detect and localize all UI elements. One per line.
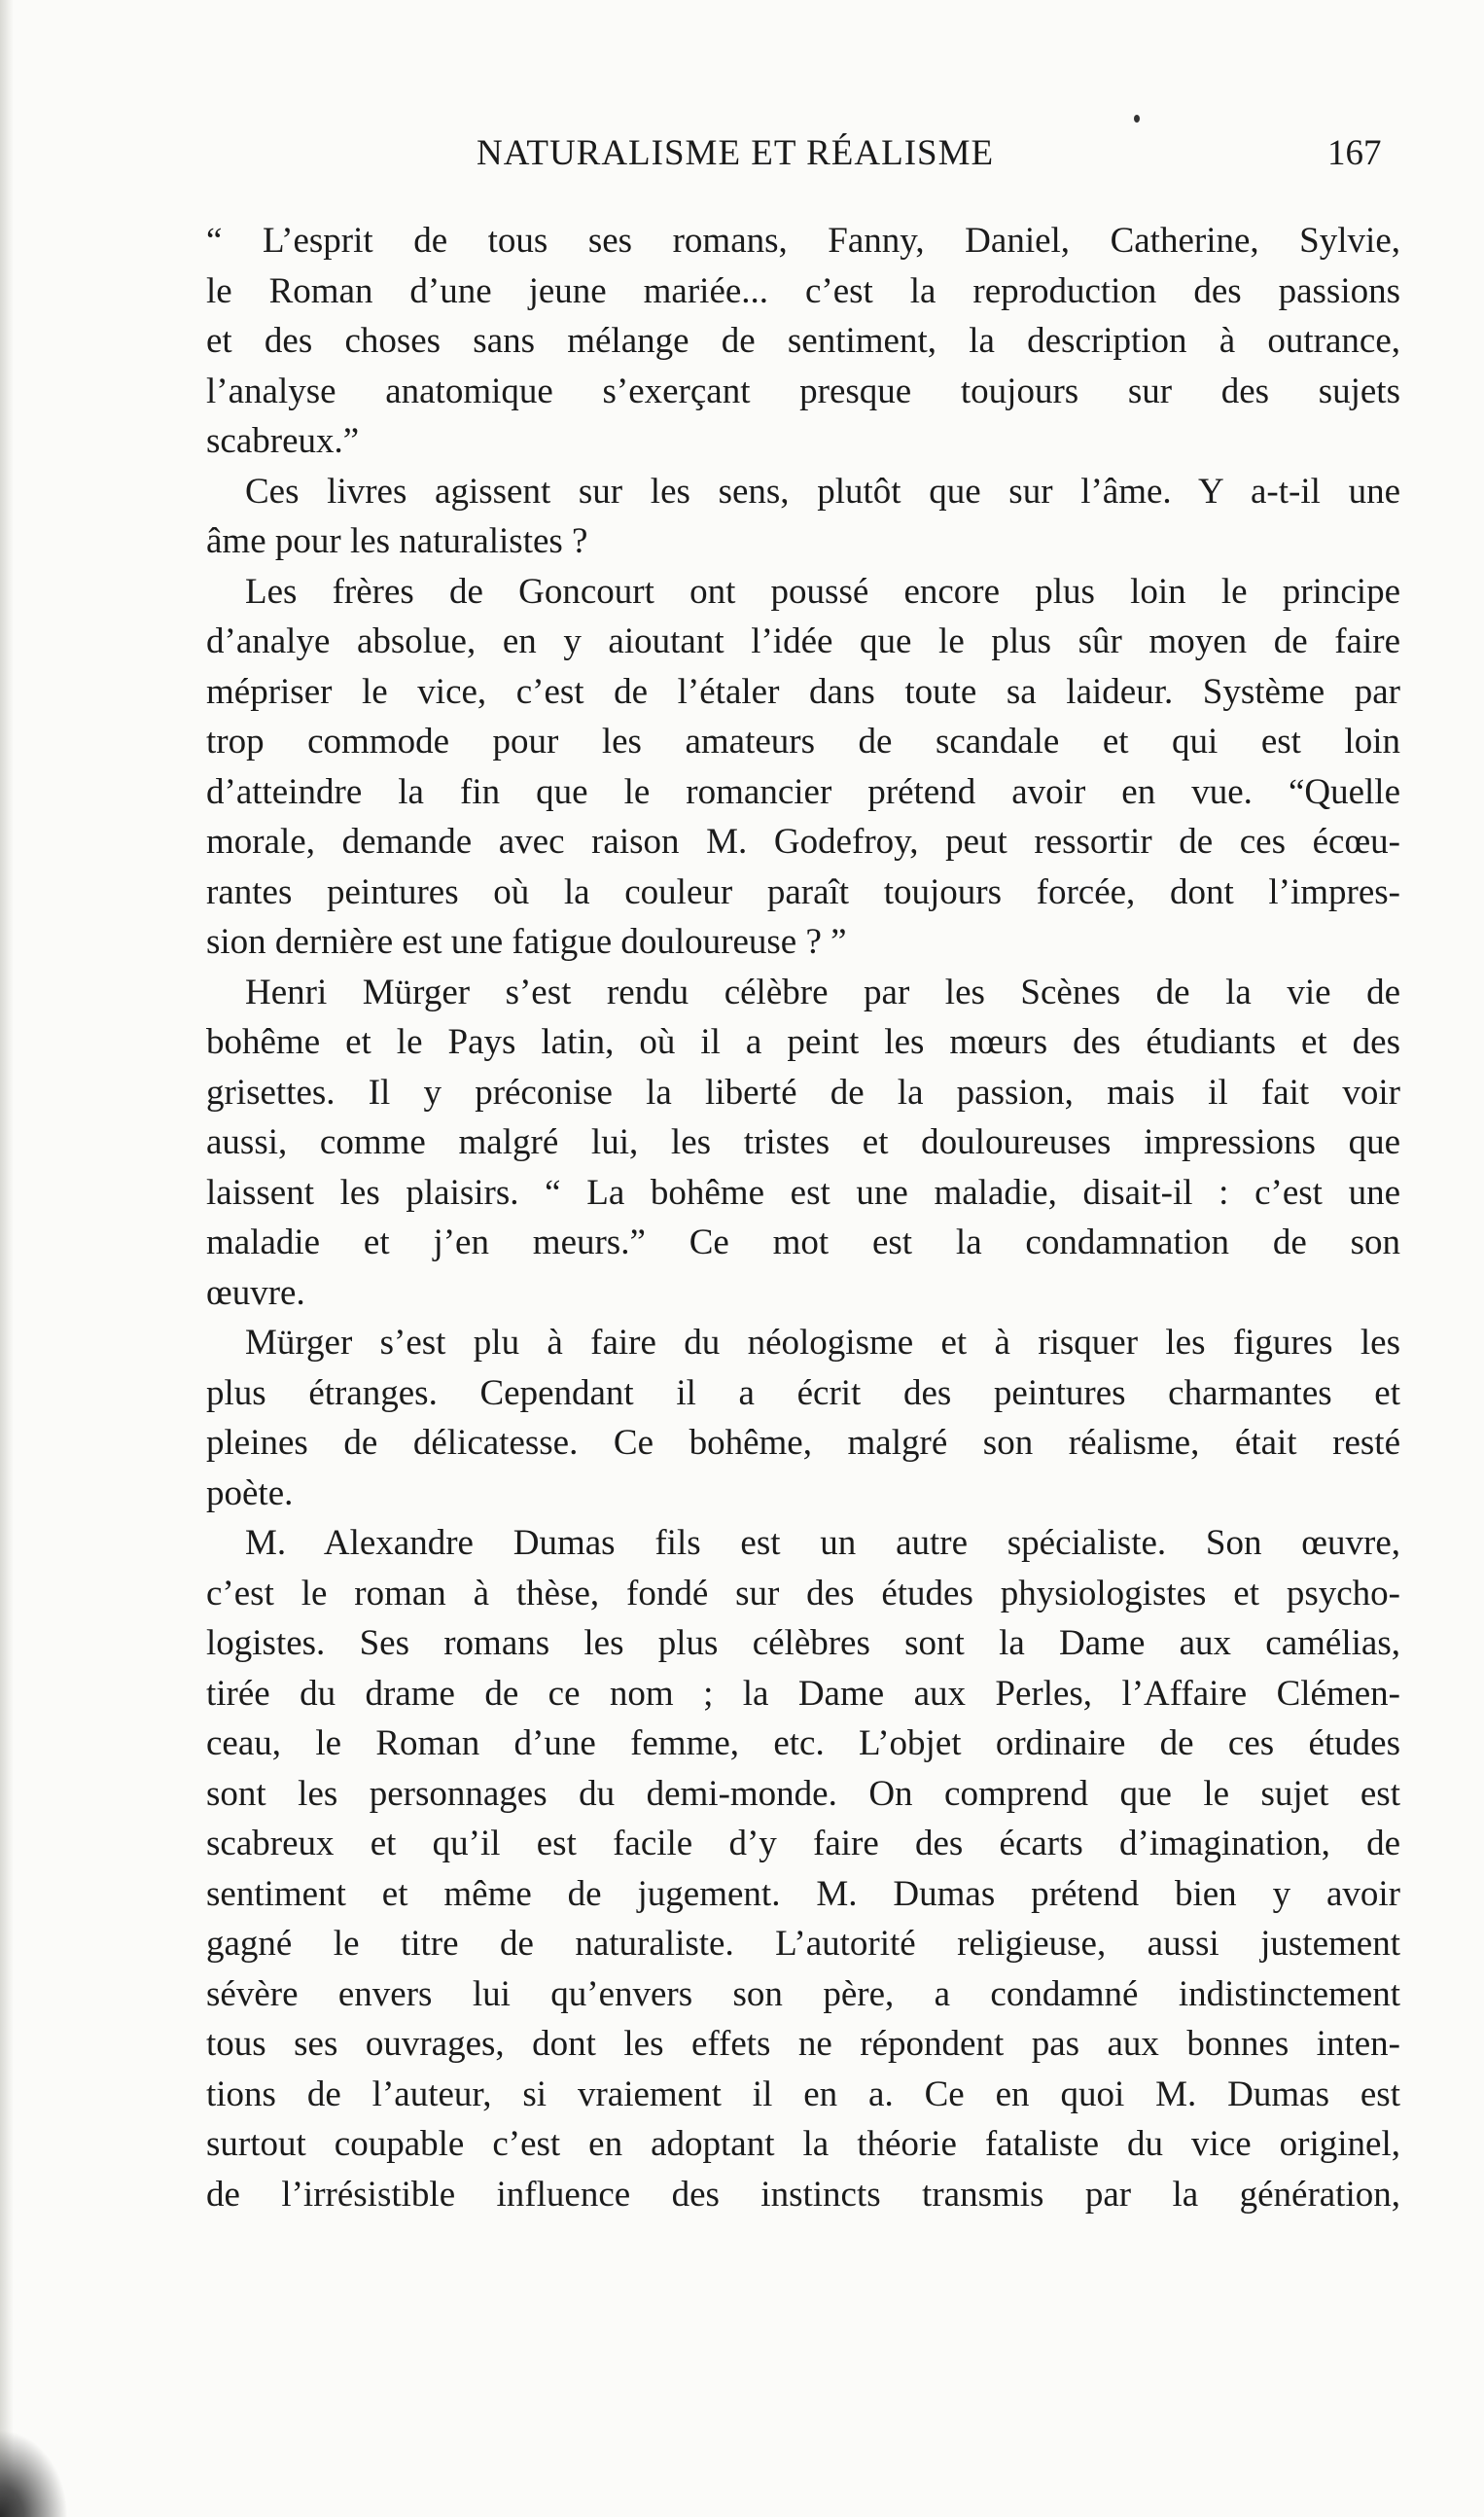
text-line: scabreux.” [206,421,360,461]
text-line: “ L’esprit de tous ses romans, Fanny, Daniel, Catherine, Sylvie, [206,221,1400,261]
page-left-edge-shadow [0,0,14,2517]
text-line: d’atteindre la fin que le romancier prétend avoir en vue. “Quelle [206,771,1400,812]
text-line: grisettes. Il y préconise la liberté de la passion, mais il fait voir [206,1072,1400,1113]
text-line: M. Alexandre Dumas fils est un autre spécialiste. Son œuvre, [245,1523,1400,1563]
text-line: mépriser le vice, c’est de l’étaler dans toute sa laideur. Système par [206,671,1400,712]
text-line: bohême et le Pays latin, où il a peint les mœurs des étudiants et des [206,1022,1400,1062]
text-line: rantes peintures où la couleur paraît toujours forcée, dont l’impres- [206,871,1400,912]
text-line: ceau, le Roman d’une femme, etc. L’objet ordinaire de ces études [206,1723,1400,1763]
text-line: âme pour les naturalistes ? [206,521,588,561]
text-line: Les frères de Goncourt ont poussé encore plus loin le principe [245,571,1400,612]
text-line: sont les personnages du demi-monde. On comprend que le sujet est [206,1773,1400,1814]
text-line: plus étranges. Cependant il a écrit des peintures charmantes et [206,1372,1400,1413]
text-line: sentiment et même de jugement. M. Dumas prétend bien y avoir [206,1873,1400,1914]
text-line: scabreux et qu’il est facile d’y faire des écarts d’imagination, de [206,1824,1400,1863]
text-line: d’analye absolue, en y aioutant l’idée que le plus sûr moyen de faire [206,621,1400,661]
text-line: tirée du drame de ce nom ; la Dame aux Perles, l’Affaire Clémen- [206,1673,1400,1714]
text-line: gagné le titre de naturaliste. L’autorité religieuse, aussi justement [206,1924,1400,1964]
text-line: Ces livres agissent sur les sens, plutôt que sur l’âme. Y a-t-il une [245,471,1400,512]
text-line: Henri Mürger s’est rendu célèbre par les Scènes de la vie de [245,972,1400,1012]
text-line: le Roman d’une jeune mariée... c’est la reproduction des passions [206,270,1400,311]
text-line: sion dernière est une fatigue douloureuse ? ” [206,922,847,962]
text-line: sévère envers lui qu’envers son père, a condamné indistinctement [206,1973,1400,2014]
running-title: NATURALISME ET RÉALISME [477,133,995,173]
page-corner-shadow [0,2429,68,2517]
text-line: morale, demande avec raison M. Godefroy, peut ressortir de ces écœu- [206,822,1400,862]
page-number: 167 [1327,133,1382,173]
text-line: tions de l’auteur, si vraiement il en a. Ce en quoi M. Dumas est [206,2074,1400,2114]
text-line: aussi, comme malgré lui, les tristes et douloureuses impressions que [206,1122,1400,1162]
text-line: maladie et j’en meurs.” Ce mot est la condamnation de son [206,1223,1400,1262]
text-line: c’est le roman à thèse, fondé sur des études physiologistes et psycho- [206,1573,1400,1613]
text-line: laissent les plaisirs. “ La bohême est une maladie, disait-il : c’est une [206,1172,1400,1213]
text-line: tous ses ouvrages, dont les effets ne répondent pas aux bonnes inten- [206,2024,1400,2064]
text-line: logistes. Ses romans les plus célèbres sont la Dame aux camélias, [206,1623,1400,1663]
text-line: et des choses sans mélange de sentiment, la description à outrance, [206,321,1400,361]
body-text [206,216,1400,2219]
text-line: surtout coupable c’est en adoptant la théorie fataliste du vice originel, [206,2124,1400,2164]
text-line: pleines de délicatesse. Ce bohême, malgré son réalisme, était resté [206,1423,1400,1463]
text-line: Mürger s’est plu à faire du néologisme et à risquer les figures les [245,1323,1400,1363]
print-speck [1134,115,1140,123]
text-line: de l’irrésistible influence des instincts transmis par la génération, [206,2174,1400,2215]
text-line: trop commode pour les amateurs de scandale et qui est loin [206,722,1400,762]
text-line: poète. [206,1472,294,1513]
text-line: œuvre. [206,1272,305,1313]
text-line: l’analyse anatomique s’exerçant presque toujours sur des sujets [206,371,1400,411]
page-header [0,126,1484,185]
